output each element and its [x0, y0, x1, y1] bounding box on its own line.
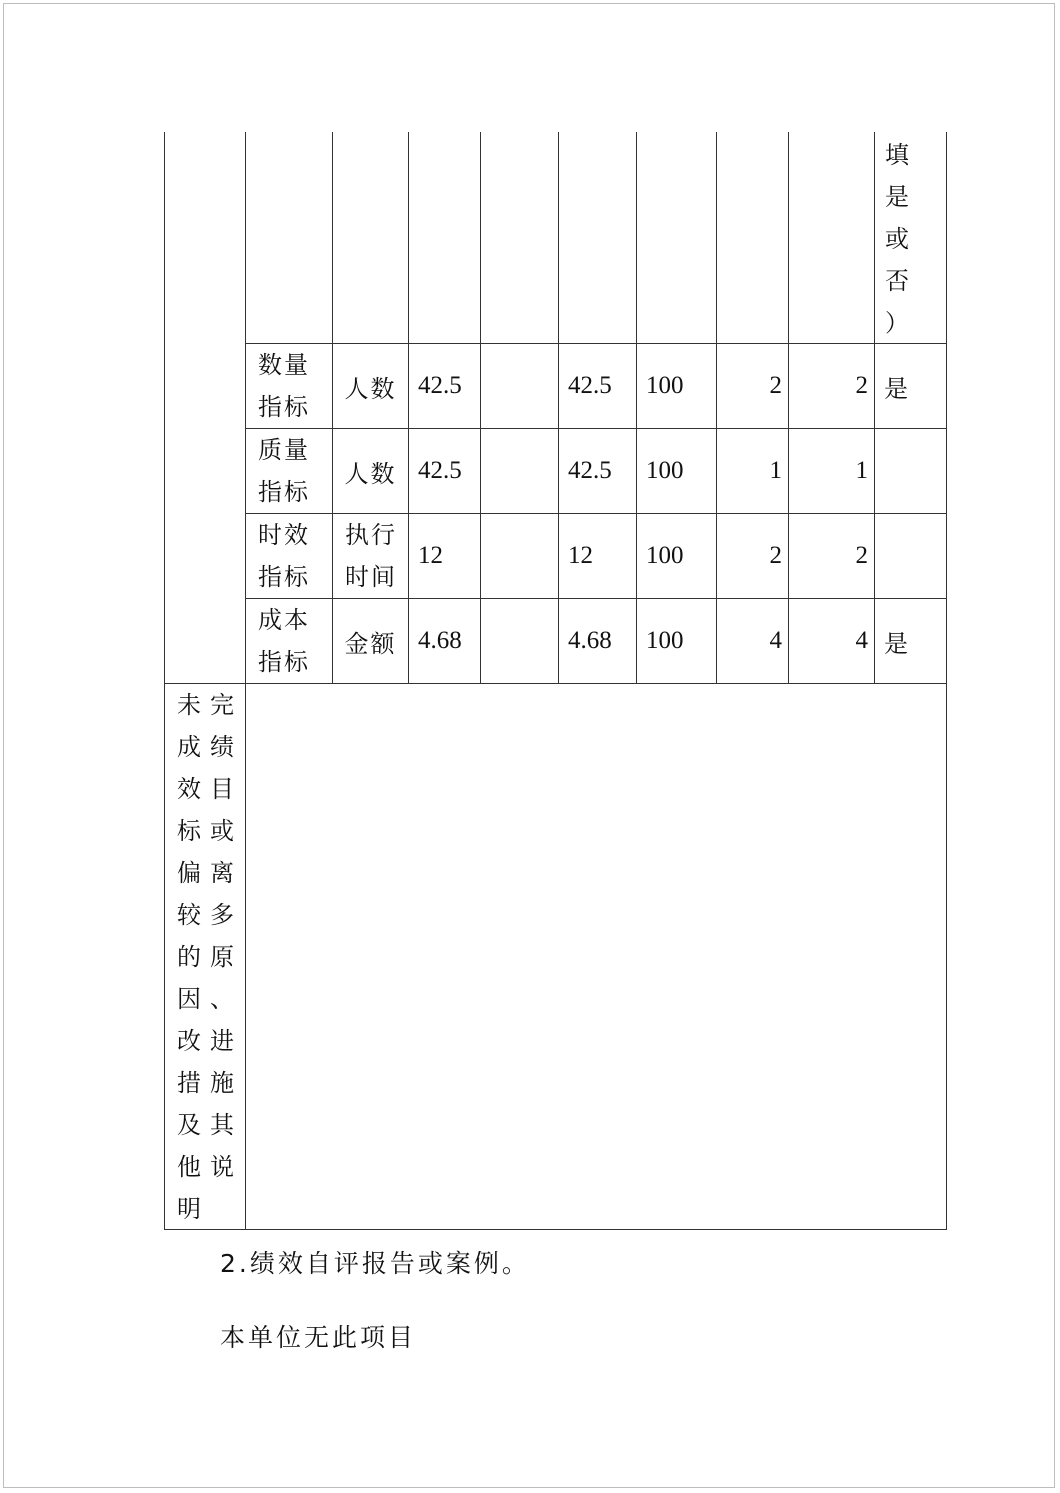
- value-cell: 1: [855, 457, 868, 484]
- value-cell: 100: [646, 542, 684, 569]
- col-divider: [164, 132, 165, 1230]
- value-cell: [875, 429, 946, 513]
- value-cell: 100: [646, 457, 684, 484]
- value-cell: 是: [884, 629, 910, 658]
- value-cell: 100: [646, 627, 684, 654]
- table-right-border: [946, 132, 947, 1230]
- performance-table: [164, 132, 947, 1230]
- deviation-label-right: 完 绩 目 或 离 多 原 、 进 施 其 说: [210, 691, 234, 1181]
- value-cell: 42.5: [418, 457, 462, 484]
- value-cell: 4.68: [418, 627, 462, 654]
- deviation-explanation-cell: [246, 684, 946, 1229]
- value-cell: 4.68: [568, 627, 612, 654]
- unit-cell: 执行 时间: [345, 521, 397, 591]
- value-cell: 12: [568, 542, 593, 569]
- body-text: 本单位无此项目: [220, 1323, 417, 1352]
- value-cell: 2: [855, 372, 868, 399]
- value-cell: 100: [646, 372, 684, 399]
- value-cell: [481, 429, 558, 513]
- indicator-cost: 成本 指标: [258, 606, 310, 676]
- value-cell: 2: [855, 542, 868, 569]
- yes-no-note: 填 是 或 否 ）: [885, 141, 909, 337]
- value-cell: [481, 344, 558, 428]
- value-cell: [481, 599, 558, 683]
- value-cell: 4: [769, 627, 782, 654]
- value-cell: [481, 514, 558, 598]
- unit-cell: 人数: [344, 374, 397, 403]
- value-cell: 4: [855, 627, 868, 654]
- section-heading: 2.绩效自评报告或案例。: [220, 1249, 530, 1278]
- deviation-label-left: 未 成 效 标 偏 较 的 因 改 措 及 他 明: [177, 691, 201, 1223]
- value-cell: 1: [769, 457, 782, 484]
- indicator-quantity: 数量 指标: [258, 351, 310, 421]
- value-cell: 42.5: [568, 457, 612, 484]
- indicator-quality: 质量 指标: [258, 436, 310, 506]
- value-cell: 2: [769, 542, 782, 569]
- value-cell: 2: [769, 372, 782, 399]
- unit-cell: 金额: [344, 629, 397, 658]
- value-cell: 是: [884, 374, 910, 403]
- unit-cell: 人数: [344, 459, 397, 488]
- indicator-timeliness: 时效 指标: [258, 521, 310, 591]
- table-bottom-border: [164, 1229, 947, 1230]
- value-cell: 42.5: [568, 372, 612, 399]
- value-cell: 42.5: [418, 372, 462, 399]
- value-cell: 12: [418, 542, 443, 569]
- value-cell: [875, 514, 946, 598]
